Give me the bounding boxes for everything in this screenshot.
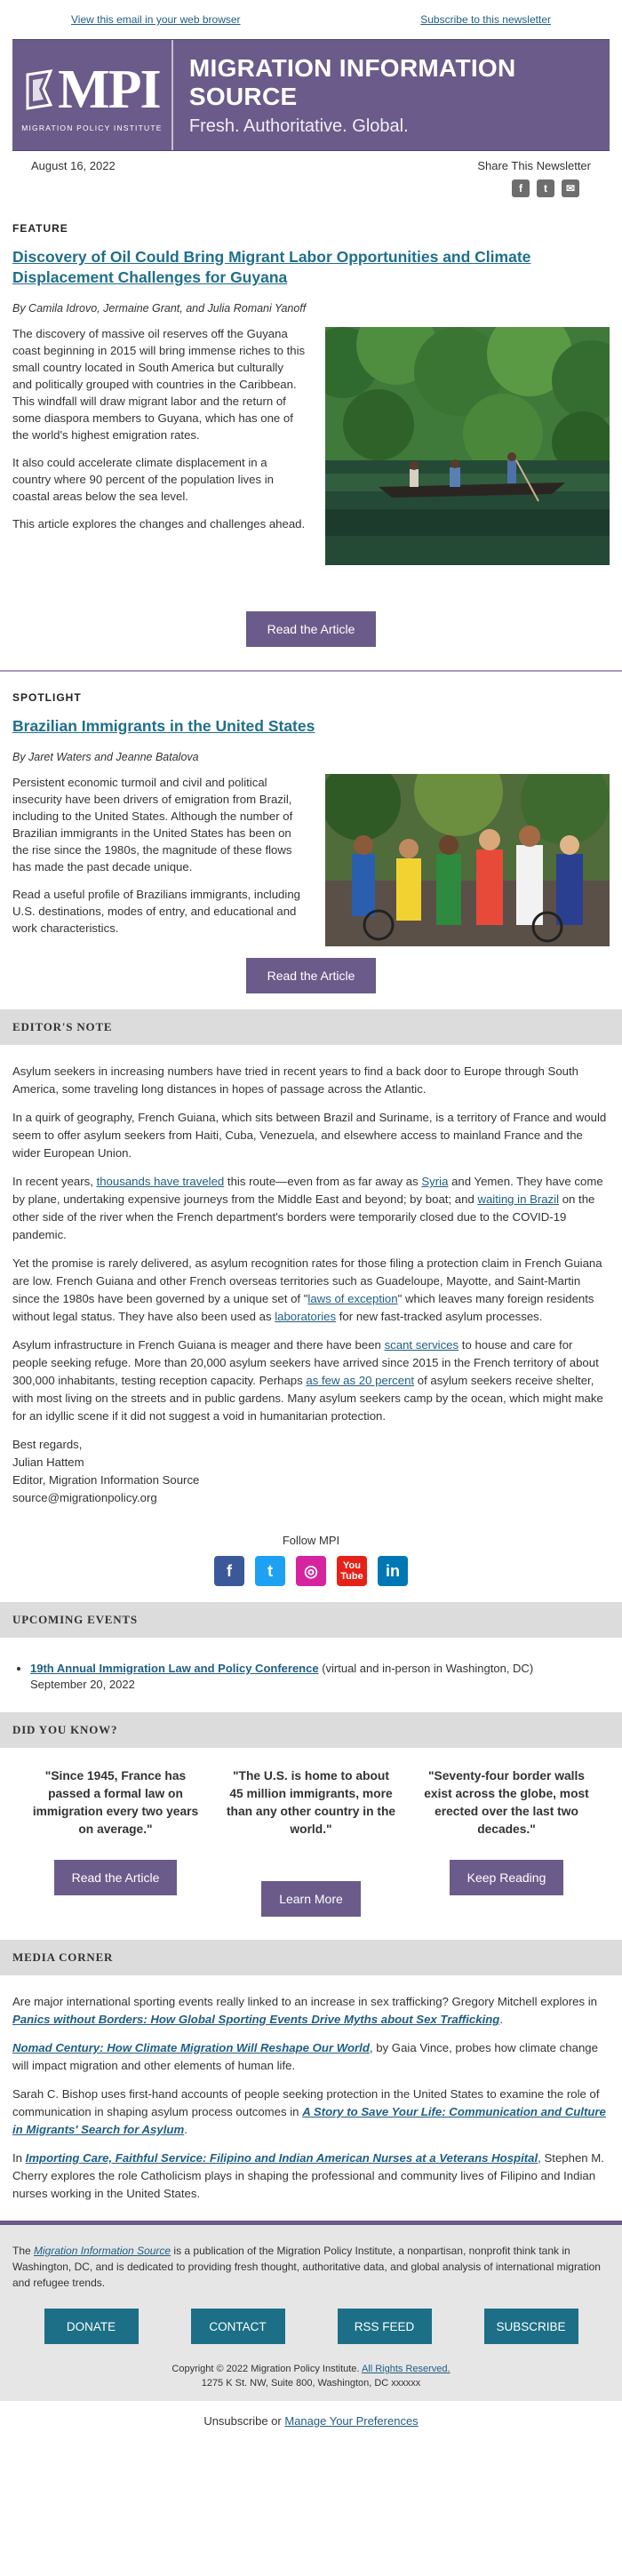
spotlight-paragraph: Read a useful profile of Brazilians immigrants, including U.S. destinations, modes of entry, and educational and work characteristics. [12, 888, 300, 935]
copyright: Copyright © 2022 Migration Policy Institute. All Rights Reserved. 1275 K St. NW, Suite 800, Washington, DC xxxxxx [171, 2364, 451, 2389]
laboratories-link[interactable]: laboratories [275, 1310, 337, 1323]
upcoming-events-header: UPCOMING EVENTS [0, 1602, 622, 1638]
editors-note-paragraph: In a quirk of geography, French Guiana, which sits between Brazil and Suriname, is a territory of France and would seem to offer asylum seekers from Haiti, Cuba, Venezuela, and elsewhere access to mainland France and the wider European Union. [12, 1111, 607, 1160]
events-list [0, 1661, 622, 1693]
editors-note-paragraph: In recent years, thousands have traveled this route—even from as far away as Syria and Yemen. They have come by plane, undertaking expensive journeys from the Middle East and beyond; by boat; and waiting in Brazil on the other side of the river when the French department's borders were temporarily closed due to the COVID-19 pandemic. [12, 1175, 603, 1241]
feature-paragraph: It also could accelerate climate displacement in a country where 90 percent of the population lives in coastal areas below the sea level. [12, 456, 274, 503]
feature-paragraph: This article explores the changes and challenges ahead. [12, 517, 306, 530]
did-you-know-cards [0, 1767, 622, 1917]
feature-paragraph: The discovery of massive oil reserves off the Guyana coast beginning in 2015 will bring immense riches to this small country located in South America but culturally and politically grouped with countries in the Caribbean. This windfall will draw migrant labor and the return of some diaspora members to Guyana, which has one of the world's highest emigration rates. [12, 327, 306, 442]
waiting-in-brazil-link[interactable]: waiting in Brazil [477, 1192, 560, 1206]
event-title-link[interactable]: 19th Annual Immigration Law and Policy Conference [30, 1662, 319, 1675]
laws-of-exception-link[interactable]: laws of exception [307, 1292, 398, 1305]
media-item: Nomad Century: How Climate Migration Will Reshape Our World, by Gaia Vince, probes how climate change will impact migration and other elements of human life. [12, 2041, 598, 2072]
nomad-century-link[interactable]: Nomad Century: How Climate Migration Will Reshape Our World [12, 2041, 370, 2054]
linkedin-icon[interactable]: in [378, 1556, 408, 1586]
syria-link[interactable]: Syria [421, 1175, 449, 1188]
spotlight-title-link[interactable]: Brazilian Immigrants in the United States [12, 717, 315, 735]
fact-card [29, 1767, 203, 1917]
feature-byline: By Camila Idrovo, Jermaine Grant, and Julia Romani Yanoff [12, 302, 307, 315]
top-links [0, 0, 622, 39]
subscribe-button[interactable]: SUBSCRIBE [484, 2309, 578, 2344]
spotlight-paragraph: Persistent economic turmoil and civil and political insecurity have been drivers of emigration from Brazil, including to the United States. Although the number of Brazilian immigrants in the United States has been on the rise since the 1980s, the magnitude of these flows has made the past decade unique. [12, 776, 293, 873]
spotlight-label: SPOTLIGHT [12, 691, 82, 704]
header-banner[interactable] [12, 39, 610, 151]
fact-quote: "The U.S. is home to about 45 million immigrants, more than any other country in the world." [226, 1769, 396, 1836]
email-icon[interactable]: ✉ [562, 179, 579, 197]
all-rights-reserved-link[interactable]: All Rights Reserved. [361, 2364, 451, 2374]
publication-tagline: Fresh. Authoritative. Global. [188, 116, 409, 136]
fact-learn-more-button[interactable]: Learn More [261, 1881, 361, 1917]
feature-read-article-button[interactable]: Read the Article [246, 611, 377, 647]
fact-quote: "Since 1945, France has passed a formal law on immigration every two years on average." [32, 1769, 199, 1836]
unsubscribe-line: Unsubscribe or Manage Your Preferences [203, 2414, 419, 2428]
publication-title: MIGRATION INFORMATION SOURCE [188, 53, 516, 110]
spotlight-read-article-button[interactable]: Read the Article [246, 958, 377, 993]
mpi-flag-icon [24, 69, 54, 110]
share-icons [0, 179, 622, 197]
twitter-icon[interactable]: t [255, 1556, 285, 1586]
share-label: Share This Newsletter [477, 158, 591, 172]
fact-card [420, 1767, 594, 1917]
event-date: September 20, 2022 [30, 1678, 135, 1691]
did-you-know-header: DID YOU KNOW? [0, 1712, 622, 1748]
spotlight-byline: By Jaret Waters and Jeanne Batalova [12, 751, 199, 763]
rss-feed-button[interactable]: RSS FEED [338, 2309, 432, 2344]
list-item: • 19th Annual Immigration Law and Policy Conference (virtual and in-person in Washington, DC) September 20, 2022 [30, 1661, 610, 1693]
youtube-icon[interactable]: You Tube [337, 1556, 367, 1586]
editors-note-body [0, 1063, 622, 1507]
panics-without-borders-link[interactable]: Panics without Borders: How Global Sporting Events Drive Myths about Sex Trafficking [12, 2013, 500, 2026]
feature-title-link[interactable]: Discovery of Oil Could Bring Migrant Labor Opportunities and Climate Displacement Challenges for Guyana [12, 248, 531, 286]
subscribe-link[interactable]: Subscribe to this newsletter [420, 13, 551, 26]
fact-quote: "Seventy-four border walls exist across the globe, most erected over the last two decades." [424, 1769, 589, 1836]
scant-services-link[interactable]: scant services [384, 1338, 459, 1352]
social-links [0, 1556, 622, 1586]
instagram-icon[interactable]: ◎ [296, 1556, 326, 1586]
editors-note-paragraph: Asylum infrastructure in French Guiana is meager and there have been scant services to house and care for people seeking refuge. More than 20,000 asylum seekers have arrived since 2015 in the French territory of about 300,000 inhabitants, testing reception capacity. Perhaps as few as 20 percent of asylum seekers receive shelter, with most living on the streets and in public gardens. Many asylum seekers camp by the ocean, which might make for an idyllic scene if it did not suggest a void in humanitarian protection. [12, 1338, 603, 1423]
media-corner-header: MEDIA CORNER [0, 1940, 622, 1975]
media-item: Are major international sporting events really linked to an increase in sex trafficking? Gregory Mitchell explores in Panics without Borders: How Global Sporting Events Drive Myths about Sex Trafficking. [12, 1995, 597, 2026]
follow-mpi-label: Follow MPI [282, 1534, 340, 1547]
facebook-icon[interactable]: f [512, 179, 530, 197]
logo-subtitle: MIGRATION POLICY INSTITUTE [21, 123, 163, 132]
mpi-logo [12, 40, 173, 150]
thousands-traveled-link[interactable]: thousands have traveled [96, 1175, 225, 1188]
twitter-icon[interactable]: t [537, 179, 554, 197]
manage-preferences-link[interactable]: Manage Your Preferences [284, 2414, 419, 2428]
spotlight-image-brazilian-crowd[interactable] [325, 774, 610, 946]
view-in-browser-link[interactable]: View this email in your web browser [71, 13, 241, 26]
date-bar [0, 151, 622, 179]
story-to-save-your-life-link[interactable]: A Story to Save Your Life: Communication and Culture in Migrants' Search for Asylum [12, 2105, 606, 2136]
feature-label: FEATURE [12, 222, 68, 235]
donate-button[interactable]: DONATE [44, 2309, 139, 2344]
media-corner-body [0, 1993, 622, 2203]
feature-image-river-canoe[interactable] [325, 327, 610, 565]
facebook-icon[interactable]: f [214, 1556, 244, 1586]
issue-date: August 16, 2022 [31, 158, 116, 172]
footer-buttons [0, 2291, 622, 2344]
fact-keep-reading-button[interactable]: Keep Reading [450, 1860, 564, 1895]
importing-care-link[interactable]: Importing Care, Faithful Service: Filipino and Indian American Nurses at a Veterans Hospital [25, 2151, 538, 2165]
media-item: Sarah C. Bishop uses first-hand accounts of people seeking protection in the United States to examine the role of communication in shaping asylum process outcomes in A Story to Save Your Life: Communication and Culture in Migrants' Search for Asylum. [12, 2087, 606, 2136]
contact-button[interactable]: CONTACT [191, 2309, 285, 2344]
footer-about: The Migration Information Source is a publication of the Migration Policy Institute, a nonpartisan, nonprofit think tank in Washington, DC, and is dedicated to providing fresh thought, authoritative data, and global analysis of international migration and refugee trends. [0, 2221, 622, 2291]
migration-information-source-link[interactable]: Migration Information Source [34, 2245, 171, 2257]
editors-note-paragraph: Asylum seekers in increasing numbers have tried in recent years to find a back door to Europe through South America, some traveling long distances in hopes of passage across the Atlantic. [12, 1065, 579, 1096]
fact-read-article-button[interactable]: Read the Article [54, 1860, 178, 1895]
footer [0, 2221, 622, 2401]
editors-note-header: EDITOR'S NOTE [0, 1009, 622, 1045]
as-few-as-20-percent-link[interactable]: as few as 20 percent [306, 1374, 415, 1387]
editors-signature: Best regards, Julian Hattem Editor, Migration Information Source source@migrationpolicy.org [12, 1438, 200, 1504]
media-item: In Importing Care, Faithful Service: Filipino and Indian American Nurses at a Veterans Hospital, Stephen M. Cherry explores the role Catholicism plays in shaping the professional and community lives of Filipino and Indian nurses working in the United States. [12, 2151, 604, 2200]
logo-text: MPI [58, 59, 160, 120]
fact-card [225, 1767, 398, 1917]
editors-note-paragraph: Yet the promise is rarely delivered, as asylum recognition rates for those filing a protection claim in French Guiana are low. French Guiana and other French overseas territories such as Guadeloupe, Mayotte, and Saint-Martin since the 1980s have been governed by a unique set of "laws of exception" which leaves many foreign residents without legal status. They have also been used as laboratories for new fast-tracked asylum processes. [12, 1256, 602, 1323]
